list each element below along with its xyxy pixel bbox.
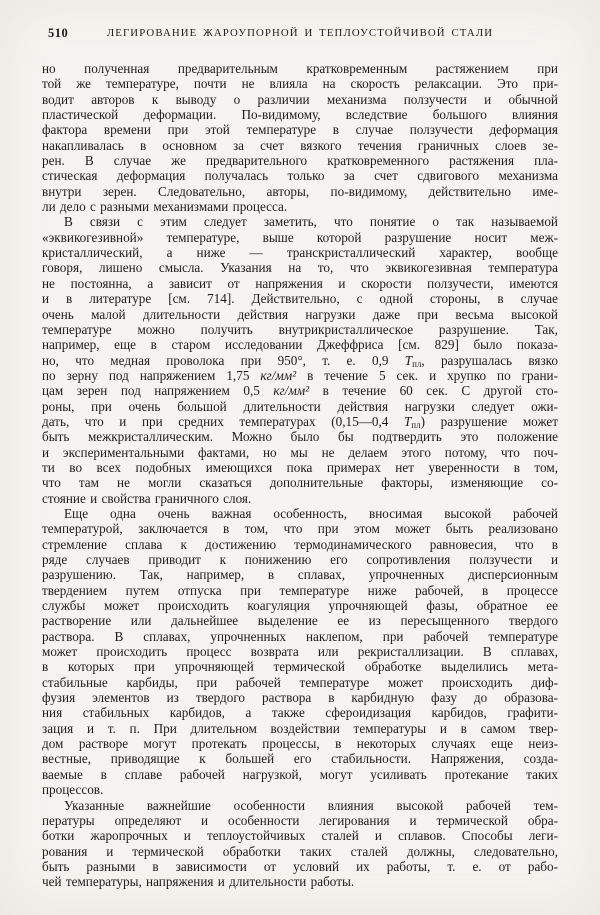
- text-line: внутри зерен. Следовательно, авторы, по-видимому, действительно име-: [42, 183, 558, 199]
- text-line: Указанные важнейшие особенности влияния высокой рабочей тем-: [64, 797, 558, 813]
- text-line: водит авторов к выводу о различии механизма ползучести и обычной: [42, 91, 558, 107]
- text-line: дом растворе могут протекать процессы, в некоторых случаях еще неиз-: [42, 736, 558, 752]
- text-line: накапливалась в основном за счет вязкого течения граничных слоев зе-: [42, 137, 558, 153]
- text-line: роны, при очень большой длительности действия нагрузки следует ожи-: [42, 398, 558, 414]
- text-line: например, еще в старом исследовании Джеффриса [см. 829] было показа-: [42, 337, 558, 353]
- text-line: может происходить процесс возврата или рекристаллизации. В сплавах,: [42, 644, 558, 660]
- text-line: службы может происходить коагуляция упрочняющей фазы, обратное ее: [42, 598, 558, 614]
- text-line: но, что медная проволока при 950°, т. е. 0,9 $Т_{пл}$, разрушалась вязко: [42, 352, 558, 370]
- text-line: чей температуры, напряжения и длительности работы.: [42, 874, 355, 890]
- text-line: и в литературе [см. 714]. Действительно, с одной стороны, в случае: [42, 291, 558, 307]
- text-line: растворение или дальнейшее выделение ее из пересыщенного твердого: [42, 613, 558, 629]
- text-line: стояние и свойства граничного слоя.: [42, 490, 252, 506]
- text-line: рен. В случае же предварительного кратковременного растяжения пла-: [42, 153, 558, 169]
- text-line: ти во всех подобных имеющихся пока примерах нет уверенности в том,: [42, 459, 558, 475]
- text-line: раствора. В сплавах, упрочненных наклепом, при рабочей температуре: [42, 628, 558, 644]
- text-line: ряде случаев приводит к понижению его сопротивления ползучести и: [42, 552, 558, 567]
- text-line: той же температуре, почти не влияла на скорость релаксации. Это при-: [42, 76, 558, 92]
- text-line: но полученная предварительным кратковременным растяжением при: [42, 61, 558, 76]
- running-head: [42, 26, 558, 42]
- text-line: стремление сплава к достижению термодинамического равновесия, что в: [42, 536, 558, 552]
- text-line: ваемые в сплаве рабочей нагрузкой, могут усиливать протекание таких: [42, 766, 558, 782]
- paragraph: [42, 506, 558, 798]
- text-line: ботки жаропрочных и теплоустойчивых сталей и сплавов. Способы леги-: [42, 828, 558, 844]
- text-line: очень малой длительности действия нагрузки даже при весьма высокой: [42, 306, 558, 322]
- text-line: пературы определяют и особенности легирования и термической обра-: [42, 812, 558, 828]
- paragraph: [42, 798, 558, 890]
- text-line: кристаллический, а ниже — транскристаллический характер, вообще: [42, 245, 558, 261]
- text-line: вестные, приводящие к большей его стабильности. Напряжения, созда-: [42, 751, 558, 767]
- text-line: «эквикогезивной» температуре, выше которой разрушение носит меж-: [42, 229, 558, 245]
- text-line: зация и т. п. При длительном воздействии температуры и в самом твер-: [42, 720, 558, 736]
- text-line: пластической деформации. По-видимому, вследствие большого влияния: [42, 107, 558, 123]
- text-line: ли дело с разными механизмами процесса.: [42, 199, 288, 215]
- text-line: температурой, заключается в том, что при этом может быть реализовано: [42, 521, 558, 537]
- text-line: твердением путем отпуска при температуре ниже рабочей, в процессе: [42, 582, 558, 598]
- text-line: по зерну под напряжением 1,75 кг/мм² в течение 5 сек. и хрупко по грани-: [42, 367, 559, 383]
- text-line: быть межкристаллическим. Можно было бы подтвердить это положение: [42, 429, 558, 445]
- text-line: цам зерен под напряжением 0,5 кг/мм² в течение 60 сек. С другой сто-: [42, 383, 558, 399]
- text-line: фактора времени при этой температуре в случае ползучести деформация: [42, 122, 558, 138]
- text-line: быть разными в зависимости от условий их работы, т. е. от рабо-: [42, 858, 558, 874]
- paragraph: [42, 214, 558, 506]
- text-line: в которых при упрочняющей термической обработке выделились мета-: [42, 659, 558, 675]
- text-line: стабильные карбиды, при рабочей температуре может происходить диф-: [42, 674, 558, 690]
- text-line: дать, что и при средних температурах (0,15—0,4 $Т_{пл}$) разрушение может: [42, 413, 559, 431]
- text-line: говоря, лишено смысла. Указания на то, что эквикогезивная температура: [42, 260, 558, 276]
- text-line: разрушению. Так, например, в сплавах, упрочненных дисперсионным: [42, 567, 558, 583]
- text-line: фузия элементов из твердого раствора в карбидную фазу до образова-: [42, 690, 558, 706]
- text-line: температуре можно получить внутрикристаллическое разрушение. Так,: [42, 321, 558, 337]
- running-title: ЛЕГИРОВАНИЕ ЖАРОУПОРНОЙ И ТЕПЛОУСТОЙЧИВОЙ СТАЛИ: [106, 27, 494, 39]
- text-line: Еще одна очень важная особенность, вносимая высокой рабочей: [64, 505, 558, 521]
- text-line: процессов.: [42, 782, 104, 798]
- text-line: стическая деформация получалась только за счет сдвигового механизма: [42, 168, 558, 184]
- text-line: рования и термической обработки таких сталей должны, следовательно,: [42, 843, 558, 859]
- text-line: что там не могли сказаться дополнительные факторы, изменяющие со-: [42, 475, 558, 491]
- text-line: В связи с этим следует заметить, что понятие о так называемой: [64, 214, 558, 230]
- page-number: 510: [48, 26, 69, 40]
- text-line: ния стабильных карбидов, а также сфероидизация карбидов, графити-: [42, 705, 558, 721]
- text-line: и экспериментальными фактами, но мы не делаем этого потому, что поч-: [42, 444, 558, 460]
- text-line: не постоянна, а зависит от напряжения и скорости ползучести, имеются: [42, 275, 558, 291]
- paragraph: [42, 61, 558, 214]
- body-text: [42, 61, 558, 890]
